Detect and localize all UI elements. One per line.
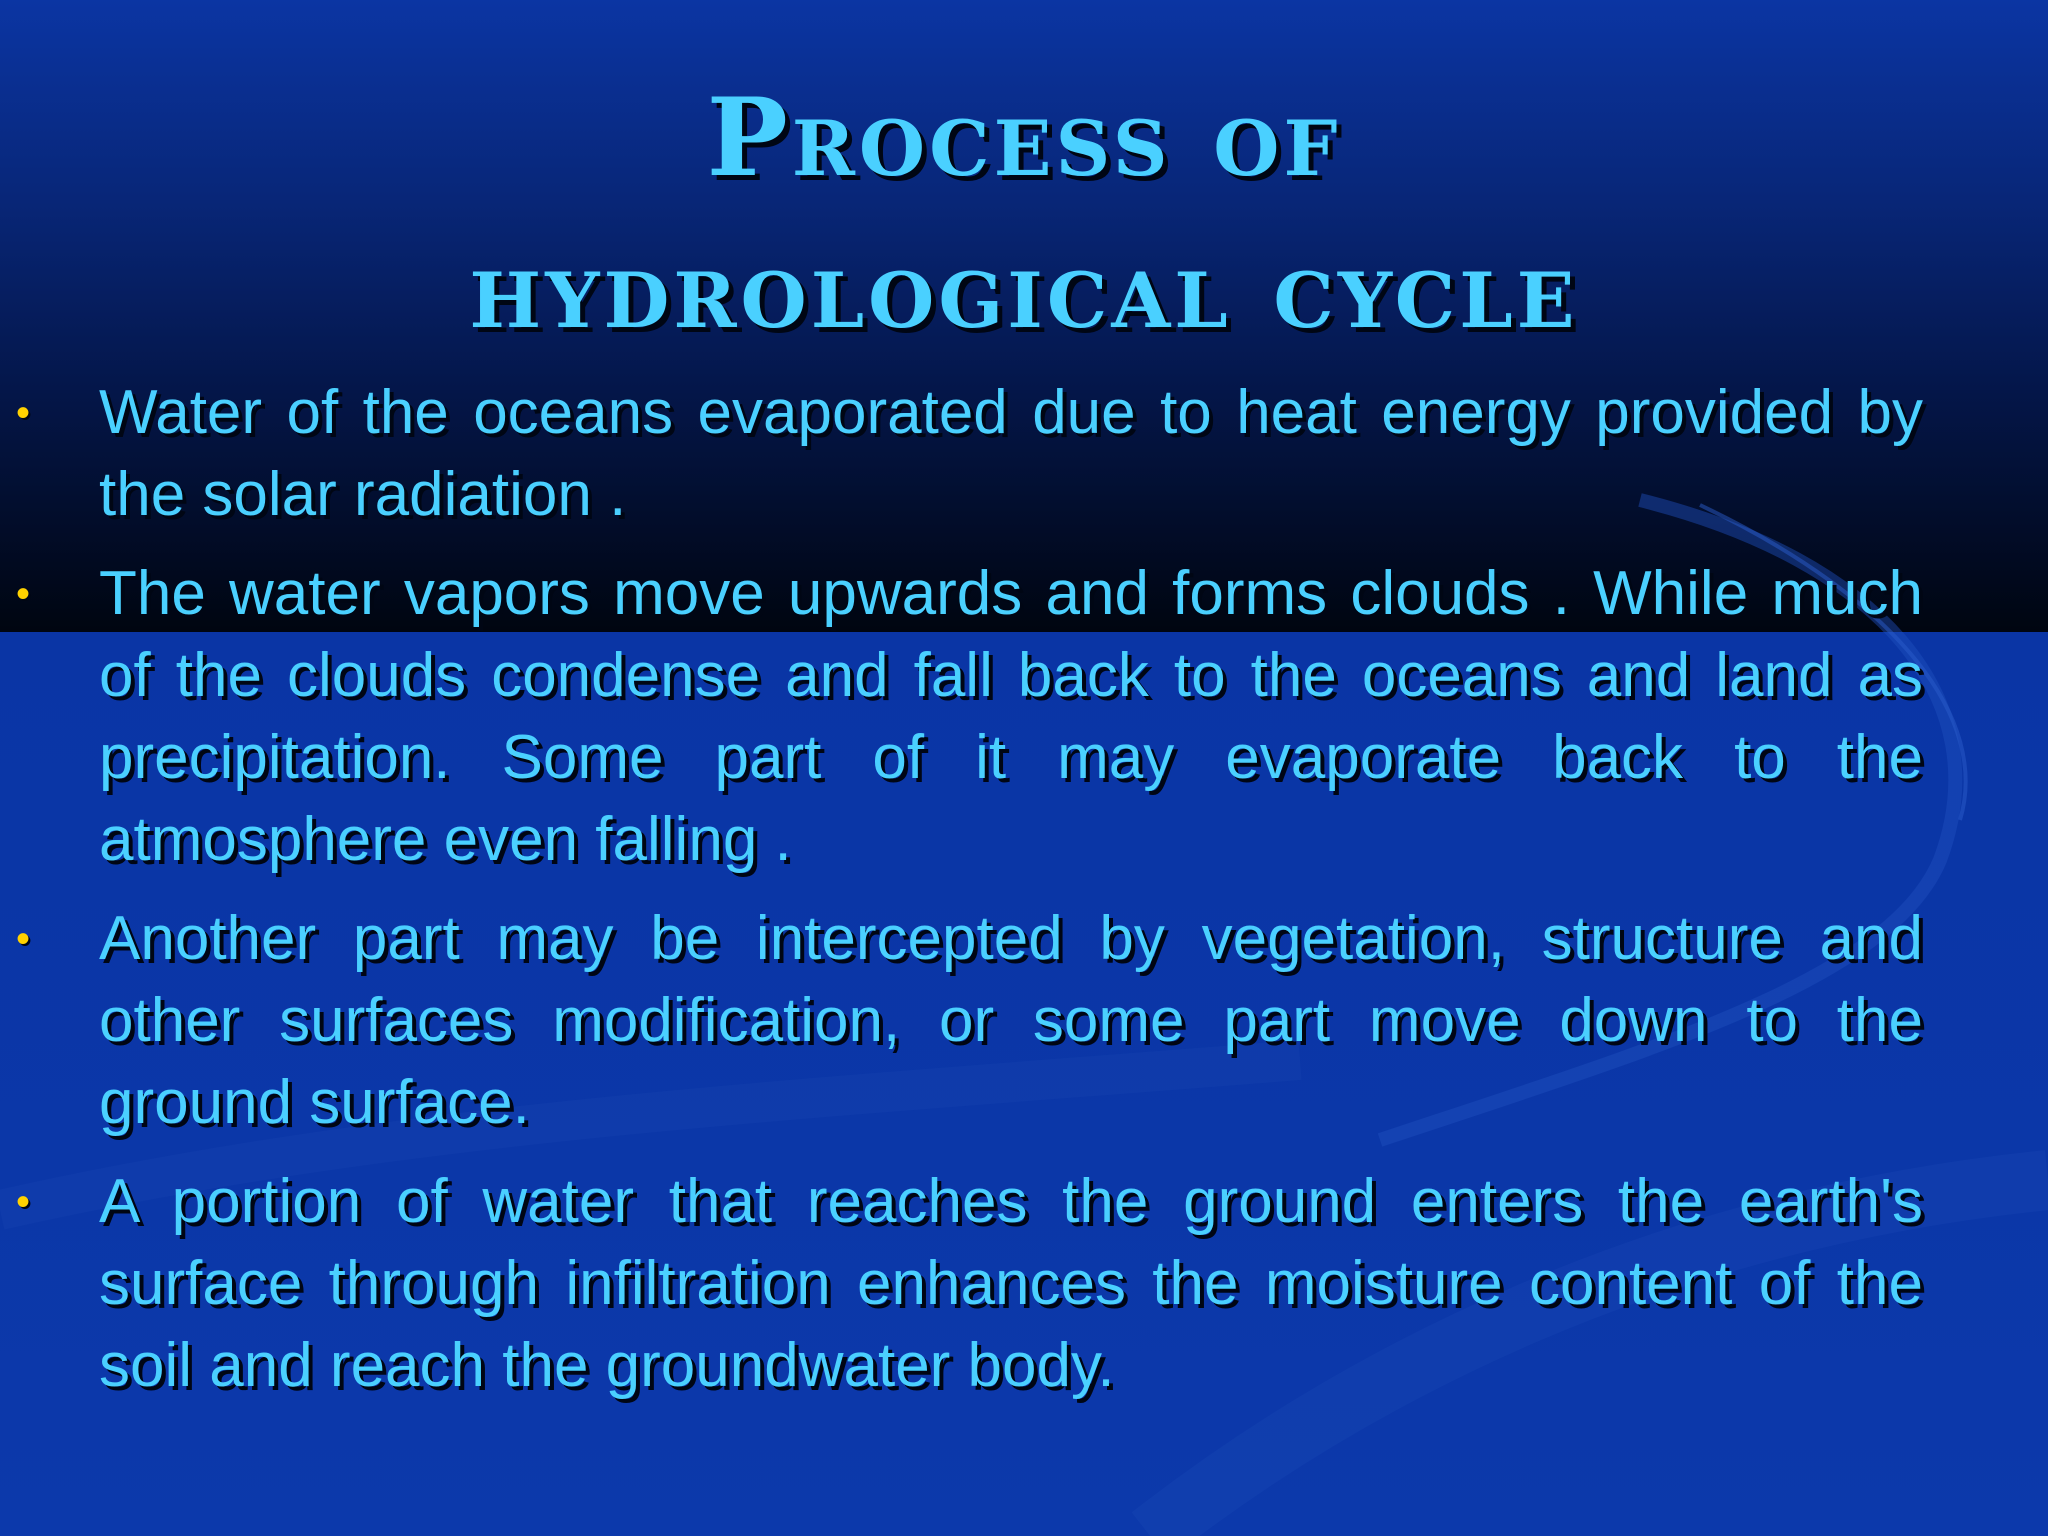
- slide-title-line-1: Process of: [706, 75, 1342, 201]
- bullet-list: [0, 372, 2048, 1424]
- bullet-text: Another part may be intercepted by vegetation, structure and other surfaces modification, or some part move down to the ground surface.: [99, 904, 1923, 1137]
- bullet-text: The water vapors move upwards and forms clouds . While much of the clouds condense and fall back to the oceans and land as precipitation. Some part of it may evaporate back to the atmosphere even falling .: [99, 559, 1923, 874]
- bullet-item: [0, 372, 1923, 536]
- bullet-item: [0, 1161, 1923, 1407]
- bullet-dot-icon: •: [16, 572, 31, 616]
- bullet-item: [0, 553, 1923, 881]
- bullet-text: A portion of water that reaches the ground enters the earth's surface through infiltration enhances the moisture content of the soil and reach the groundwater body.: [99, 1167, 1923, 1400]
- slide-title: [0, 62, 2048, 366]
- bullet-text: Water of the oceans evaporated due to heat energy provided by the solar radiation .: [99, 378, 1923, 529]
- slide-title-line-2: hydrological cycle: [469, 227, 1579, 353]
- bullet-dot-icon: •: [16, 391, 31, 435]
- bullet-dot-icon: •: [16, 1180, 31, 1224]
- bullet-item: [0, 898, 1923, 1144]
- bullet-dot-icon: •: [16, 917, 31, 961]
